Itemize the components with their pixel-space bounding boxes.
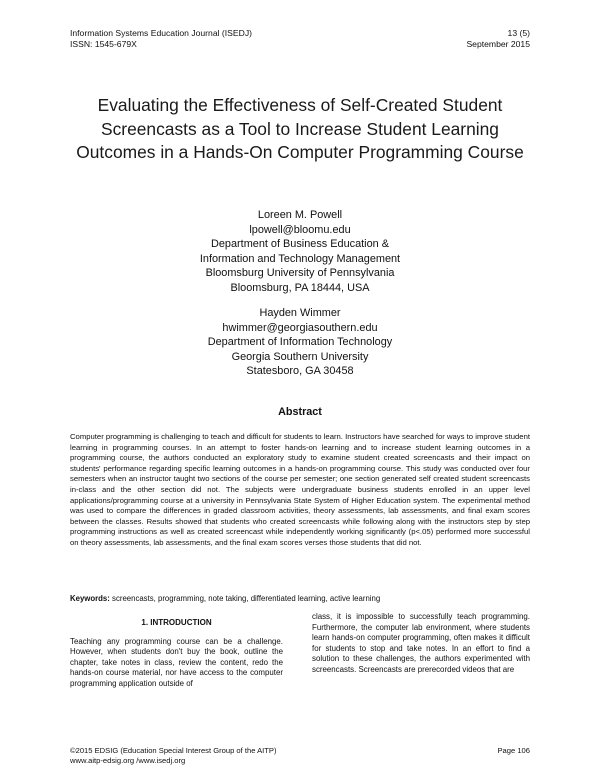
author-block-1: [100, 208, 500, 296]
author-institution: Georgia Southern University: [231, 350, 369, 363]
intro-paragraph: Teaching any programming course can be a challenge. However, when students don't buy the book, outline the chapter, take notes in class, review the content, redo the hands-on course material, nor have access to the computer programming application outside of: [70, 636, 283, 688]
author-email[interactable]: hwimmer@georgiasouthern.edu: [222, 321, 378, 334]
page-number: Page 106: [497, 746, 530, 755]
paper-title: Evaluating the Effectiveness of Self-Created Student Screencasts as a Tool to Increase Student Learning Outcomes in a Hands-On Computer Programming Course: [76, 95, 524, 162]
author-department: Department of Business Education &: [211, 238, 389, 251]
copyright: ©2015 EDSIG (Education Special Interest Group of the AITP): [70, 746, 277, 755]
footer-url[interactable]: www.aitp-edsig.org /www.isedj.org: [70, 756, 186, 765]
author-block-2: [100, 306, 500, 379]
abstract-heading: Abstract: [278, 406, 322, 418]
author-department-cont: Information and Technology Management: [199, 252, 401, 265]
body-column-left: [70, 618, 283, 690]
keywords-label: Keywords:: [70, 594, 110, 603]
intro-paragraph-cont: class, it is impossible to successfully teach programming. Furthermore, the computer lab environment, where students learn hands-on computer programming, often makes it difficult for students to stop and take notes. In an effort to find a solution to these challenges, the authors experimented with screencasts. Screencasts are prerecorded videos that are: [312, 612, 530, 674]
body-column-right: [312, 612, 530, 676]
issn: ISSN: 1545-679X: [70, 39, 137, 49]
author-email[interactable]: lpowell@bloomu.edu: [249, 223, 351, 236]
issue-date: September 2015: [466, 39, 530, 49]
author-name: Loreen M. Powell: [257, 209, 343, 221]
volume-issue: 13 (5): [507, 28, 530, 38]
author-address: Statesboro, GA 30458: [246, 365, 354, 378]
journal-name: Information Systems Education Journal (ISEDJ): [70, 28, 252, 38]
author-department: Department of Information Technology: [207, 336, 393, 349]
keywords-list: screencasts, programming, note taking, differentiated learning, active learning: [112, 594, 381, 603]
abstract-text: Computer programming is challenging to teach and difficult for students to learn. Instructors have searched for ways to improve student learning in programming courses. In an attempt to foster hands-on learning and to increase student learning outcomes in a programming course, the authors conducted an exploratory study to examine student created screencasts and their impact on students' performance regarding specific learning outcomes in a hands-on programming course. This study was conducted over four semesters when an instructor taught two sections of the course per semester; one section generated self created student screencasts in-class and the other section did not. The subjects were undergraduate business students enrolled in an upper level applications/programming course at a university in Pennsylvania State System of Higher Education system. The experimental method was used to compare the differences in graded classroom activities, theory assessments, lab assessments, and final exam scores between the classes. Results showed that students who created screencasts while following along with the instructors step by step programming instructions as well as created screencast while independently working significantly (p<.05) performed more successful on theory assessments, lab assessments, and the final exam scores verses those students that did not.: [70, 432, 530, 547]
author-address: Bloomsburg, PA 18444, USA: [230, 281, 370, 294]
author-name: Hayden Wimmer: [259, 307, 341, 319]
keywords: [70, 593, 530, 604]
author-institution: Bloomsburg University of Pennsylvania: [205, 267, 395, 280]
section-heading-introduction: 1. INTRODUCTION: [141, 618, 212, 627]
